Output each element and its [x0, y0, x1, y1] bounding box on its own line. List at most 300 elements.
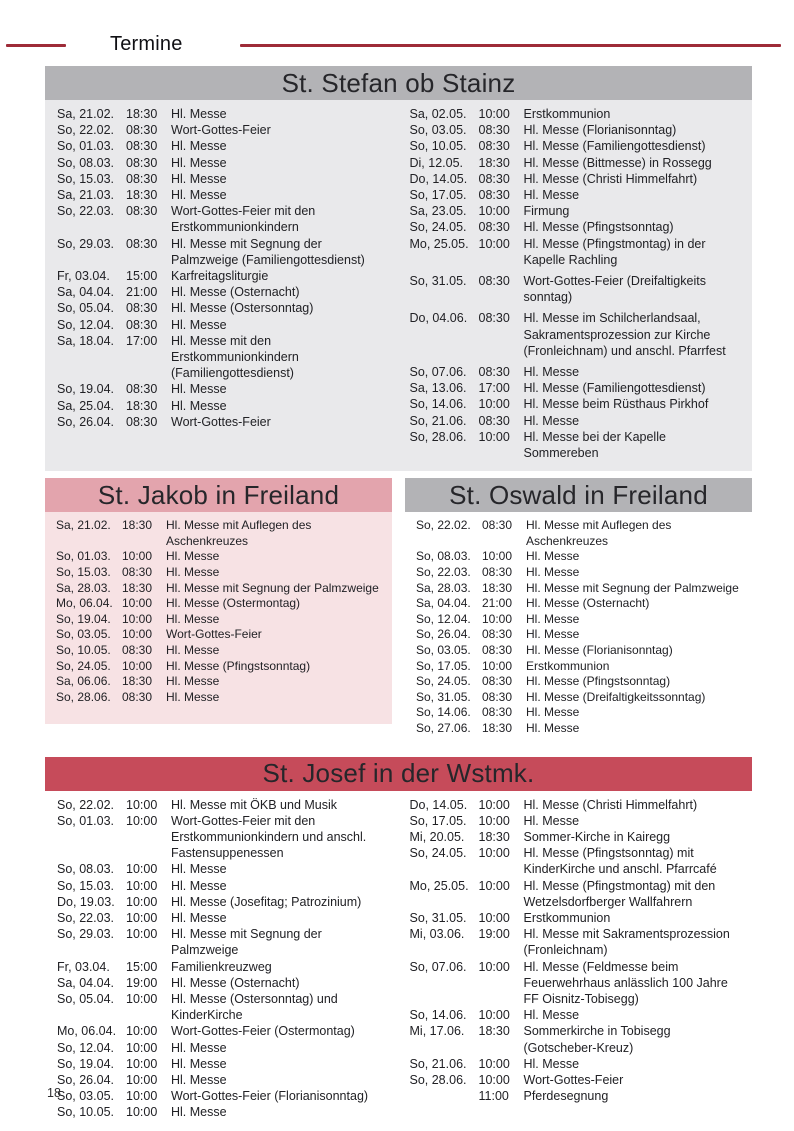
entry-description: Hl. Messe beim Rüsthaus Pirkhof — [523, 397, 709, 412]
entry-time: 08:30 — [478, 139, 510, 154]
schedule-entry — [57, 333, 388, 382]
entry-description: Hl. Messe mit Auflegen des Aschenkreuzes — [526, 518, 672, 548]
section-body — [45, 791, 752, 1131]
schedule-entry — [416, 581, 742, 597]
schedule-entry — [410, 364, 741, 380]
entry-time: 10:00 — [126, 878, 158, 893]
entry-description: Hl. Messe — [526, 565, 580, 580]
schedule-entry — [57, 155, 388, 171]
entry-time: 08:30 — [126, 317, 158, 332]
entry-time: 08:30 — [478, 188, 510, 203]
entry-date: So, 29.03. — [57, 236, 114, 251]
entry-time: 10:00 — [126, 911, 158, 925]
masthead — [0, 0, 794, 66]
entry-description: Hl. Messe (Pfingstsonntag) mit KinderKirche und anschl. Pfarrcafé — [523, 846, 717, 877]
schedule-entry — [57, 894, 388, 910]
section-title-bar — [405, 478, 752, 512]
entry-time: 08:30 — [126, 204, 158, 219]
entry-date: Sa, 25.04. — [57, 398, 114, 413]
entry-time: 10:00 — [122, 627, 153, 642]
entry-time: 10:00 — [478, 1073, 510, 1088]
entry-description: Hl. Messe — [166, 611, 220, 626]
entry-time: 10:00 — [126, 1040, 158, 1055]
entry-description: Erstkommunion — [523, 107, 611, 121]
entry-time: 08:30 — [482, 627, 513, 642]
entry-date: Sa, 28.03. — [56, 580, 111, 595]
entry-date: So, 08.03. — [57, 862, 114, 877]
entry-date: So, 28.06. — [409, 1073, 467, 1088]
entry-time: 10:00 — [478, 236, 510, 251]
section-title: St. Jakob in Freiland — [97, 479, 340, 510]
entry-time: 11:00 — [478, 1089, 509, 1104]
schedule-entry — [57, 878, 388, 894]
entry-description: Hl. Messe — [526, 611, 580, 626]
entry-date: So, 29.03. — [57, 927, 114, 942]
entry-date: Sa, 21.03. — [57, 188, 114, 203]
entry-time: 19:00 — [126, 975, 158, 990]
entry-description: Hl. Messe — [171, 382, 227, 397]
schedule-entry — [410, 829, 741, 845]
entry-time: 18:30 — [122, 518, 153, 533]
schedule-entry — [56, 674, 382, 690]
entry-time: 18:30 — [122, 674, 153, 689]
schedule-entry — [410, 396, 741, 412]
entry-date: So, 08.03. — [57, 155, 114, 170]
entry-date: So, 14.06. — [416, 705, 471, 720]
entry-date: Do, 04.06. — [409, 311, 468, 326]
entry-time: 10:00 — [478, 429, 510, 444]
entry-date: Do, 14.05. — [409, 171, 468, 186]
entry-description: Wort-Gottes-Feier (Ostermontag) — [171, 1024, 355, 1039]
section-row-freiland — [45, 478, 752, 744]
entry-date: So, 07.06. — [409, 365, 467, 380]
entry-description: Hl. Messe — [523, 1056, 580, 1071]
schedule-entry — [410, 380, 741, 396]
schedule-entry — [56, 612, 382, 628]
entry-description: Pferdesegnung — [523, 1089, 609, 1104]
entry-description: Hl. Messe mit Sakramentsprozession (Fronleichnam) — [523, 927, 730, 958]
entry-time: 10:00 — [482, 611, 513, 626]
entry-description: Hl. Messe — [171, 1040, 227, 1055]
entry-time: 10:00 — [478, 204, 510, 219]
schedule-entry — [410, 429, 741, 461]
schedule-entry — [416, 690, 742, 706]
schedule-entry — [57, 813, 388, 862]
schedule-entry — [57, 1104, 388, 1120]
entry-time: 08:30 — [482, 518, 513, 533]
entry-description: Hl. Messe (Christi Himmelfahrt) — [523, 171, 698, 186]
entry-date: So, 01.03. — [57, 813, 114, 828]
entry-time: 10:00 — [126, 1105, 158, 1120]
entry-description: Hl. Messe (Pfingstsonntag) — [526, 674, 671, 689]
schedule-entry — [57, 926, 388, 958]
schedule-entry — [56, 549, 382, 565]
entry-date: So, 21.06. — [409, 413, 467, 428]
entry-description: Hl. Messe — [526, 627, 580, 642]
entry-time: 18:30 — [478, 829, 510, 844]
entry-time: 08:30 — [126, 171, 158, 186]
entry-description: Hl. Messe (Josefitag; Patrozinium) — [171, 894, 362, 909]
entry-date: So, 24.05. — [409, 846, 467, 861]
schedule-entry — [57, 381, 388, 397]
entry-date: So, 03.05. — [57, 1089, 114, 1104]
entry-time: 21:00 — [482, 596, 513, 611]
entry-time: 08:30 — [126, 123, 158, 138]
entry-date: So, 31.05. — [409, 274, 467, 289]
entry-description: Hl. Messe — [523, 188, 580, 203]
entry-time: 17:00 — [126, 333, 158, 348]
schedule-entry — [57, 187, 388, 203]
schedule-entry — [410, 236, 741, 268]
entry-time: 08:30 — [482, 705, 513, 720]
entry-description: Hl. Messe — [523, 413, 580, 428]
entry-date: Sa, 02.05. — [409, 107, 467, 121]
entry-description: Wort-Gottes-Feier (Florianisonntag) — [171, 1089, 369, 1104]
section-body — [45, 100, 752, 471]
entry-date: So, 24.05. — [416, 674, 471, 689]
schedule-entry — [416, 518, 742, 549]
schedule-entry — [416, 674, 742, 690]
entry-date: Sa, 06.06. — [56, 674, 111, 689]
schedule-entry — [57, 171, 388, 187]
entry-description: Hl. Messe (Pfingstmontag) mit den Wetzelsdorfberger Wallfahrern — [523, 878, 716, 909]
entry-date: So, 10.05. — [409, 139, 467, 154]
schedule-entry — [57, 236, 388, 268]
schedule-entry — [416, 627, 742, 643]
entry-description: Hl. Messe — [526, 549, 580, 564]
schedule-entry — [416, 705, 742, 721]
entry-time: 18:30 — [478, 155, 510, 170]
schedule-entry — [56, 518, 382, 549]
entry-description: Hl. Messe — [171, 107, 227, 121]
schedule-entry — [56, 643, 382, 659]
entry-date: Sa, 13.06. — [409, 381, 467, 396]
entry-date: Mo, 25.05. — [409, 236, 469, 251]
schedule-column-right — [410, 106, 741, 461]
schedule-entry — [410, 845, 741, 877]
entry-time: 10:00 — [122, 611, 153, 626]
entry-time: 10:00 — [122, 596, 153, 611]
schedule-entry — [57, 268, 388, 284]
schedule-entry — [410, 878, 741, 910]
section-title-bar — [45, 757, 752, 791]
entry-description: Firmung — [523, 204, 570, 219]
schedule-entry — [56, 659, 382, 675]
schedule-entry — [410, 106, 741, 122]
entry-date: Sa, 04.04. — [57, 975, 114, 990]
schedule-entry — [410, 1056, 741, 1072]
entry-time: 18:30 — [122, 580, 153, 595]
entry-time: 08:30 — [482, 689, 513, 704]
schedule-entry — [410, 1088, 741, 1104]
schedule-entry — [57, 300, 388, 316]
entry-time: 10:00 — [478, 813, 510, 828]
entry-description: Hl. Messe (Ostersonntag) und KinderKirche — [171, 992, 338, 1023]
entry-description: Wort-Gottes-Feier (Dreifaltigkeits sonntag) — [523, 274, 706, 305]
schedule-entry — [416, 596, 742, 612]
entry-date: So, 17.05. — [409, 813, 467, 828]
schedule-entry — [56, 565, 382, 581]
entry-description: Hl. Messe (Feldmesse beim Feuerwehrhaus anlässlich 100 Jahre FF Oisnitz-Tobisegg) — [523, 959, 728, 1007]
schedule-entry — [410, 310, 741, 359]
entry-description: Hl. Messe (Pfingstsonntag) — [523, 220, 674, 235]
entry-description: Hl. Messe (Familiengottesdienst) — [523, 139, 706, 154]
schedule-entry — [416, 612, 742, 628]
entry-description: Wort-Gottes-Feier mit den Erstkommunionkindern und anschl. Fastensuppenessen — [171, 813, 367, 861]
entry-description: Erstkommunion — [523, 911, 611, 925]
entry-description: Hl. Messe mit Segnung der Palmzweige (Familiengottesdienst) — [171, 236, 365, 267]
entry-date: So, 22.02. — [57, 123, 114, 138]
entry-date: So, 17.05. — [416, 658, 471, 673]
entry-time: 10:00 — [126, 1089, 158, 1104]
entry-time: 08:30 — [478, 365, 510, 380]
entry-date: So, 14.06. — [409, 1008, 467, 1023]
schedule-entry — [410, 273, 741, 305]
schedule-entry — [57, 414, 388, 430]
entry-description: Hl. Messe — [166, 674, 220, 689]
schedule-entry — [410, 219, 741, 235]
entry-date: So, 10.05. — [56, 643, 111, 658]
entry-time: 08:30 — [482, 643, 513, 658]
schedule-entry — [57, 1040, 388, 1056]
entry-time: 10:00 — [478, 911, 510, 925]
entry-date: So, 19.04. — [57, 382, 114, 397]
entry-time: 18:30 — [482, 580, 513, 595]
schedule-entry — [57, 1072, 388, 1088]
entry-description: Hl. Messe — [166, 643, 220, 658]
entry-date: So, 19.04. — [57, 1056, 114, 1071]
red-rule-left — [6, 44, 66, 47]
schedule-entry — [57, 317, 388, 333]
schedule-entry — [416, 549, 742, 565]
entry-date: So, 10.05. — [57, 1105, 114, 1120]
entry-time: 10:00 — [478, 1008, 510, 1023]
entry-description: Wort-Gottes-Feier — [171, 123, 271, 138]
entry-date: So, 31.05. — [416, 689, 471, 704]
entry-date: So, 12.04. — [57, 317, 114, 332]
entry-description: Hl. Messe — [171, 911, 227, 925]
schedule-entry — [57, 138, 388, 154]
entry-date: Do, 19.03. — [57, 894, 115, 909]
entry-time: 08:30 — [126, 382, 158, 397]
schedule-entry — [410, 413, 741, 429]
entry-date: So, 19.04. — [56, 611, 111, 626]
schedule-column-right — [410, 797, 741, 1121]
entry-date: So, 15.03. — [57, 171, 114, 186]
schedule-entry — [57, 398, 388, 414]
entry-date: Do, 14.05. — [409, 797, 468, 812]
entry-description: Hl. Messe bei der Kapelle Sommereben — [523, 429, 666, 461]
entry-date: So, 22.02. — [57, 797, 114, 812]
entry-description: Hl. Messe mit Segnung der Palmzweige — [526, 580, 739, 595]
entry-time: 08:30 — [478, 274, 510, 289]
entry-description: Hl. Messe (Pfingstsonntag) — [166, 658, 311, 673]
entry-description: Hl. Messe (Osternacht) — [526, 596, 650, 611]
entry-date: Sa, 21.02. — [56, 518, 111, 533]
entry-time: 10:00 — [478, 797, 510, 812]
entry-description: Hl. Messe mit Segnung der Palmzweige — [171, 927, 322, 958]
entry-date: So, 31.05. — [409, 911, 467, 925]
entry-date: Sa, 18.04. — [57, 333, 114, 348]
entry-time: 15:00 — [126, 269, 158, 284]
entry-time: 19:00 — [478, 927, 510, 942]
entry-description: Hl. Messe (Florianisonntag) — [526, 643, 673, 658]
entry-date: Mo, 06.04. — [57, 1024, 117, 1039]
schedule-entry — [410, 813, 741, 829]
schedule-entry — [57, 122, 388, 138]
schedule-entry — [410, 155, 741, 171]
entry-description: Hl. Messe — [166, 689, 220, 704]
schedule-entry — [410, 910, 741, 926]
schedule-entry — [416, 659, 742, 675]
entry-date: Fr, 03.04. — [57, 959, 110, 974]
entry-description: Sommerkirche in Tobisegg (Gotscheber-Kreuz) — [523, 1024, 671, 1055]
entry-time: 08:30 — [122, 689, 153, 704]
entry-date: So, 22.03. — [57, 911, 114, 925]
entry-time: 10:00 — [478, 959, 510, 974]
entry-time: 08:30 — [478, 311, 510, 326]
entry-time: 18:30 — [126, 398, 158, 413]
entry-time: 08:30 — [482, 674, 513, 689]
schedule-entry — [410, 203, 741, 219]
schedule-entry — [410, 797, 741, 813]
entry-time: 08:30 — [126, 236, 158, 251]
entry-description: Hl. Messe — [171, 171, 227, 186]
schedule-entry — [410, 1023, 741, 1055]
entry-time: 08:30 — [478, 171, 510, 186]
red-rule-right — [240, 44, 781, 47]
schedule-entry — [57, 991, 388, 1023]
entry-description: Wort-Gottes-Feier mit den Erstkommunionkindern — [171, 204, 316, 235]
entry-date: So, 26.04. — [416, 627, 471, 642]
entry-description: Hl. Messe (Osternacht) — [171, 285, 300, 300]
entry-time: 18:30 — [482, 720, 513, 735]
entry-description: Wort-Gottes-Feier — [523, 1073, 624, 1088]
section-body — [405, 512, 752, 744]
entry-date — [410, 1088, 479, 1104]
schedule-entry — [410, 1007, 741, 1023]
entry-date: So, 17.05. — [409, 188, 467, 203]
entry-description: Hl. Messe (Ostermontag) — [166, 596, 301, 611]
entry-date: Mi, 17.06. — [409, 1024, 465, 1039]
entry-time: 08:30 — [126, 155, 158, 170]
entry-time: 08:30 — [126, 301, 158, 316]
entry-time: 08:30 — [122, 565, 153, 580]
entry-date: Mi, 20.05. — [409, 829, 465, 844]
schedule-entry — [57, 797, 388, 813]
entry-time: 10:00 — [482, 658, 513, 673]
entry-time: 10:00 — [126, 813, 158, 828]
entry-date: So, 22.03. — [57, 204, 114, 219]
entry-time: 10:00 — [126, 992, 158, 1007]
entry-description: Hl. Messe — [166, 565, 220, 580]
entry-time: 10:00 — [126, 1056, 158, 1071]
entry-date: So, 01.03. — [56, 549, 111, 564]
entry-date: So, 24.05. — [56, 658, 111, 673]
section-st-stefan — [45, 66, 752, 471]
entry-time: 10:00 — [126, 862, 158, 877]
entry-description: Wort-Gottes-Feier — [171, 414, 271, 429]
section-st-josef — [45, 757, 752, 1131]
section-title: St. Stefan ob Stainz — [281, 67, 516, 98]
entry-date: So, 15.03. — [56, 565, 111, 580]
schedule-entry — [410, 122, 741, 138]
schedule-entry — [410, 1072, 741, 1088]
schedule-entry — [410, 138, 741, 154]
schedule-entry — [416, 721, 742, 737]
entry-time: 10:00 — [478, 846, 510, 861]
section-title: St. Oswald in Freiland — [449, 479, 708, 510]
section-st-jakob — [45, 478, 392, 744]
entry-description: Hl. Messe — [171, 1105, 227, 1120]
section-title-bar — [45, 66, 752, 100]
schedule-entry — [56, 627, 382, 643]
entry-description: Hl. Messe mit den Erstkommunionkindern (Familiengottesdienst) — [171, 333, 299, 381]
entry-time: 08:30 — [126, 414, 158, 429]
schedule-entry — [56, 581, 382, 597]
schedule-column-left — [57, 797, 388, 1121]
entry-description: Hl. Messe mit Auflegen des Aschenkreuzes — [166, 518, 312, 548]
entry-description: Hl. Messe — [526, 720, 580, 735]
schedule-entry — [57, 975, 388, 991]
entry-description: Hl. Messe (Florianisonntag) — [523, 123, 677, 138]
entry-time: 10:00 — [122, 549, 153, 564]
section-title-bar — [45, 478, 392, 512]
entry-description: Hl. Messe im Schilcherlandsaal, Sakramentsprozession zur Kirche (Fronleichnam) und anschl. Pfarrfest — [523, 311, 726, 358]
entry-description: Hl. Messe (Ostersonntag) — [171, 301, 314, 316]
schedule-entry — [416, 643, 742, 659]
entry-date: So, 03.05. — [409, 123, 467, 138]
entry-description: Hl. Messe — [171, 398, 227, 413]
entry-time: 15:00 — [126, 959, 158, 974]
schedule-entry — [410, 959, 741, 1008]
section-st-oswald — [405, 478, 752, 744]
entry-time: 10:00 — [482, 549, 513, 564]
schedule-entry — [416, 565, 742, 581]
entry-date: Fr, 03.04. — [57, 269, 110, 284]
entry-time: 08:30 — [482, 565, 513, 580]
schedule-entry — [410, 187, 741, 203]
entry-time: 18:30 — [126, 107, 158, 121]
entry-time: 18:30 — [478, 1024, 510, 1039]
schedule-entry — [57, 959, 388, 975]
entry-time: 10:00 — [126, 1073, 158, 1088]
entry-description: Hl. Messe (Christi Himmelfahrt) — [523, 797, 698, 812]
entry-time: 10:00 — [126, 1024, 158, 1039]
schedule-entry — [57, 106, 388, 122]
schedule-entry — [57, 1088, 388, 1104]
entry-date: So, 12.04. — [57, 1040, 114, 1055]
entry-time: 08:30 — [478, 220, 510, 235]
entry-description: Karfreitagsliturgie — [171, 269, 269, 284]
entry-description: Hl. Messe — [523, 813, 580, 828]
entry-date: So, 24.05. — [409, 220, 467, 235]
entry-description: Hl. Messe — [171, 1073, 227, 1088]
entry-date: Di, 12.05. — [409, 155, 464, 170]
entry-date: So, 26.04. — [57, 414, 114, 429]
entry-time: 10:00 — [478, 107, 510, 121]
entry-time: 08:30 — [478, 123, 510, 138]
entry-description: Hl. Messe — [171, 188, 227, 203]
entry-description: Hl. Messe — [166, 549, 220, 564]
schedule-entry — [56, 596, 382, 612]
schedule-entry — [410, 171, 741, 187]
entry-time: 18:30 — [126, 188, 158, 203]
entry-time: 17:00 — [478, 381, 510, 396]
entry-date: Mi, 03.06. — [409, 927, 465, 942]
entry-description: Hl. Messe — [171, 862, 227, 877]
entry-description: Hl. Messe — [171, 878, 227, 893]
